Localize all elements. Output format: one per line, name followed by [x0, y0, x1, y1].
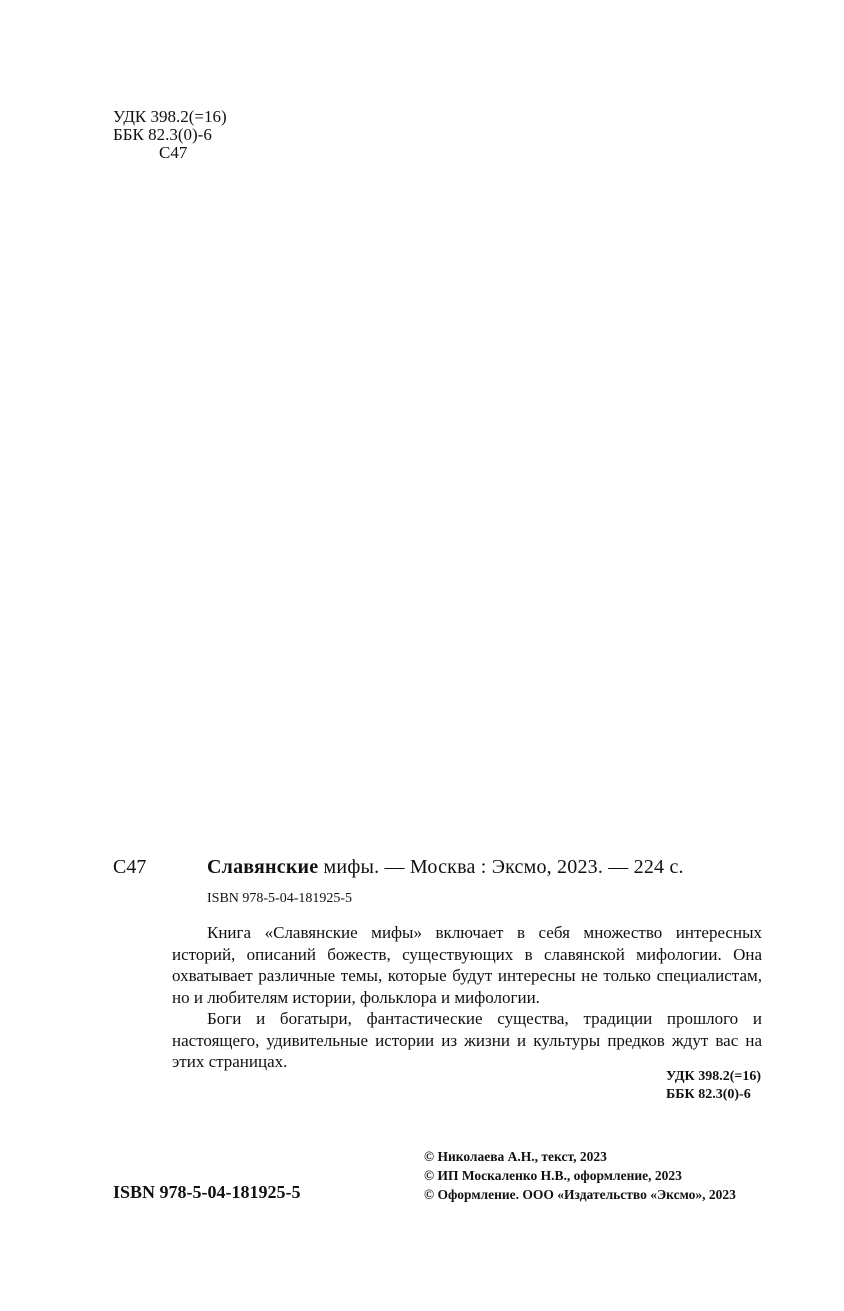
bbk-code-bottom: ББК 82.3(0)-6	[666, 1087, 751, 1102]
udk-code-bottom: УДК 398.2(=16)	[666, 1069, 761, 1084]
bbk-code: ББК 82.3(0)-6	[113, 125, 212, 144]
book-annotation	[172, 922, 762, 1073]
annotation-paragraph: Книга «Славянские мифы» включает в себя множество интересных историй, описаний божеств, существующих в славянской мифологии. Она охватывает различные темы, которые будут интересны не только специалистам, но и любителям истории, фольклора и мифологии.	[172, 923, 762, 1007]
book-title-bold: Славянские	[207, 856, 319, 878]
main-isbn: ISBN 978-5-04-181925-5	[113, 1182, 301, 1202]
bottom-classification-codes	[666, 1068, 761, 1104]
copyright-line: © Оформление. ООО «Издательство «Эксмо», 2023	[424, 1187, 736, 1202]
author-mark: С47	[159, 143, 188, 162]
bibliographic-title-line	[207, 856, 684, 879]
udk-code: УДК 398.2(=16)	[113, 107, 227, 126]
entry-isbn: ISBN 978-5-04-181925-5	[207, 891, 353, 906]
copyright-line: © Николаева А.Н., текст, 2023	[424, 1149, 607, 1164]
annotation-paragraph: Боги и богатыри, фантастические существа, традиции прошлого и настоящего, удивительные истории из жизни и культуры предков ждут вас на этих страницах.	[172, 1009, 762, 1071]
copyright-line: © ИП Москаленко Н.В., оформление, 2023	[424, 1168, 682, 1183]
copyright-block	[424, 1147, 736, 1204]
bibliographic-details: мифы. — Москва : Эксмо, 2023. — 224 с.	[318, 856, 684, 878]
entry-author-mark: С47	[113, 856, 147, 878]
top-classification-codes	[113, 108, 227, 162]
